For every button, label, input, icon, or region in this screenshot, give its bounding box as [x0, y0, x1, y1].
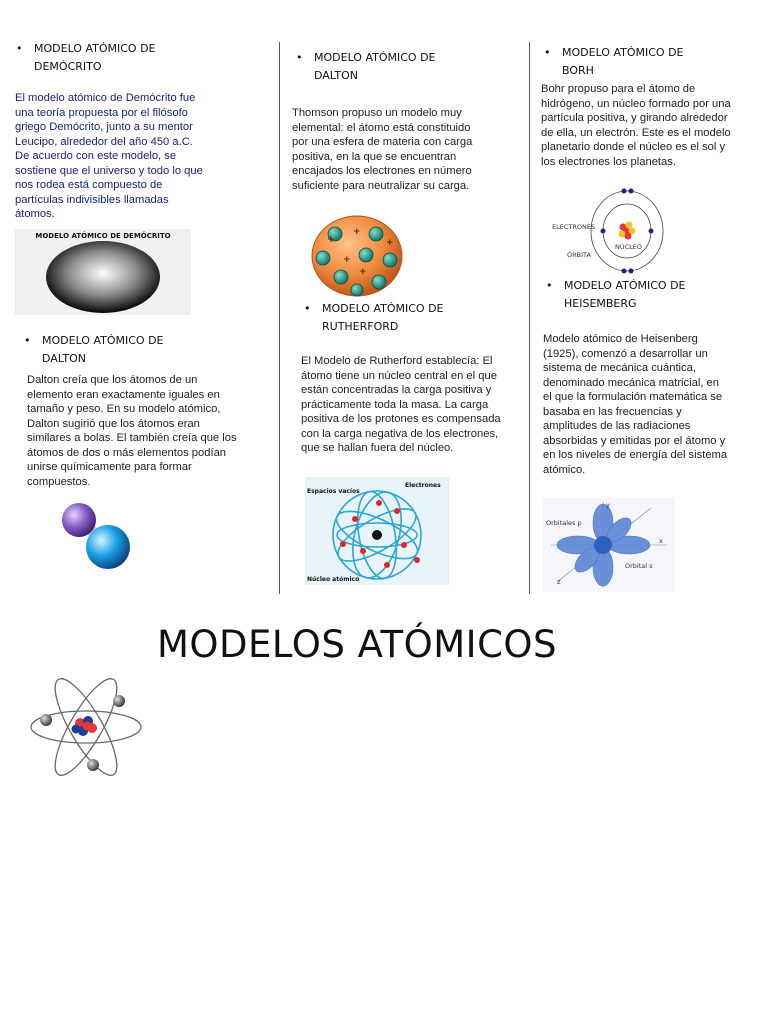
- thomson-plus-sign: +: [327, 235, 335, 245]
- heisenberg-label-s: Orbital s: [625, 562, 653, 570]
- thomson-plus-sign: +: [353, 227, 361, 237]
- heisenberg-axis-z: z: [557, 578, 561, 586]
- heisenberg-axis-y: y: [606, 501, 610, 509]
- text-heisenberg: Modelo atómico de Heisenberg (1925), comenzó a desarrollar un sistema de mecánica cuántica, denominado mecánica matricial, en el que la formulación matemática se basaba en las frecuencias y amplitudes de las radiaciones absorbidas y emitidas por el átomo y en los niveles de energía del sistema atómico.: [543, 333, 728, 476]
- bohr-label-nucleus: NÚCLEO: [615, 243, 643, 251]
- bohr-label-orbit: ÓRBITA: [567, 251, 591, 259]
- text-democrito: El modelo atómico de Demócrito fue una teoría propuesta por el filósofo griego Demócrito, junto a su mentor Leucipo, alrededor del año 450 a.C. De acuerdo con este modelo, se sostiene que el universo y todo lo que nos rodea está compuesto de partículas indivisibles llamadas átomos.: [15, 92, 203, 220]
- text-bohr: Bohr propuso para el átomo de hidrógeno, un núcleo formado por una partícula positiva, y girando alrededor de ella, un electrón. Este es el modelo planetario donde el núcleo es el sol y los electrones los planetas.: [541, 83, 731, 168]
- dalton-molecule-image: [55, 495, 140, 580]
- heading-rutherford: • MODELO ATÓMICO DE RUTHERFORD: [322, 300, 472, 336]
- thomson-plus-sign: +: [359, 267, 367, 277]
- rutherford-model-image: [305, 477, 449, 585]
- page-title: MODELOS ATÓMICOS: [157, 623, 558, 666]
- bohr-model-image: [547, 185, 667, 277]
- heisenberg-model-image: [543, 498, 675, 592]
- heisenberg-label-p: Orbitales p: [546, 519, 582, 527]
- heading-dalton-thomson: • MODELO ATÓMICO DE DALTON: [314, 49, 464, 85]
- text-thomson: Thomson propuso un modelo muy elemental: el átomo está constituido por una esfera de materia con carga positiva, en la que se encuentran encajados los electrones en número suficiente para neutralizar su carga.: [292, 107, 473, 192]
- heading-heisenberg: • MODELO ATÓMICO DE HEISEMBERG: [564, 277, 704, 313]
- heading-bohr: • MODELO ATÓMICO DE BORH: [562, 44, 702, 80]
- column-divider-left: [279, 42, 280, 594]
- atom-icon: [30, 676, 145, 776]
- rutherford-label-nucleus: Núcleo atómico: [307, 576, 360, 583]
- rutherford-label-spaces: Espacios vacíos: [307, 488, 360, 495]
- heading-dalton-left: • MODELO ATÓMICO DE DALTON: [42, 332, 182, 368]
- democrito-caption: MODELO ATÓMICO DE DEMÓCRITO: [35, 232, 171, 240]
- democrito-image: [15, 229, 191, 315]
- rutherford-label-electrons: Electrones: [405, 482, 441, 489]
- text-dalton-left: Dalton creía que los átomos de un elemento eran exactamente iguales en tamaño y peso. En su modelo atómico, Dalton sugirió que los átomos eran similares a bolas. El también creía que los átomos de dos o más elementos podían unirse químicamente para formar compuestos.: [27, 374, 237, 488]
- heading-democrito: • MODELO ATÓMICO DE DEMÓCRITO: [34, 40, 184, 76]
- heisenberg-axis-x: x: [659, 537, 663, 545]
- thomson-model-image: [305, 212, 410, 302]
- column-divider-right: [529, 42, 530, 594]
- thomson-plus-sign: +: [386, 238, 394, 248]
- bohr-label-electrons: ELECTRONES: [552, 223, 596, 231]
- thomson-plus-sign: +: [343, 255, 351, 265]
- text-rutherford: El Modelo de Rutherford establecía: El átomo tiene un núcleo central en el que están concentradas la carga positiva y prácticamente toda la masa. La carga positiva de los protones es compensada con la carga negativa de los electrones, que se hallan fuera del núcleo.: [301, 355, 501, 454]
